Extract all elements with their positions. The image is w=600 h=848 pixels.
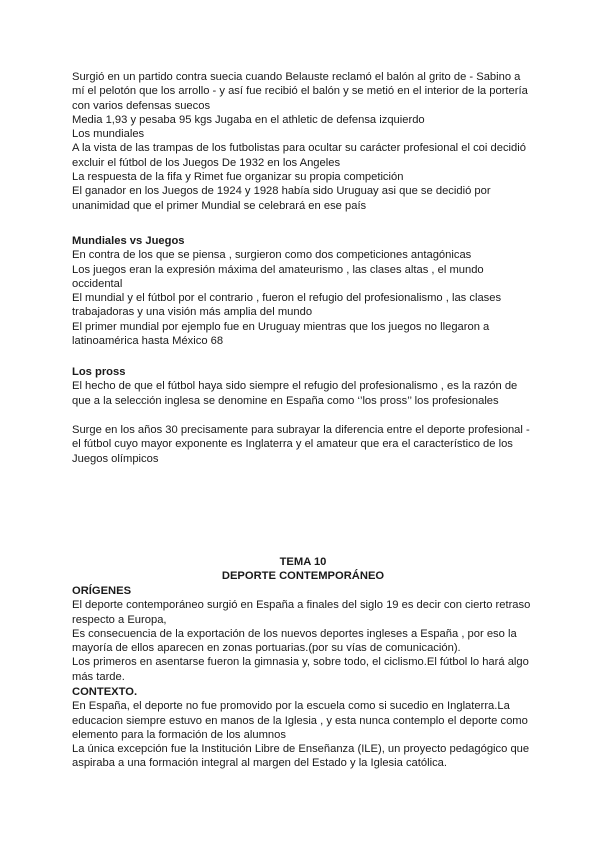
section-heading: CONTEXTO. (72, 686, 138, 698)
paragraph: Los mundiales (72, 128, 145, 141)
section-heading: Mundiales vs Juegos (72, 235, 185, 247)
section-heading: ORÍGENES (72, 585, 132, 597)
intro-block (72, 70, 534, 213)
pross-section (72, 365, 534, 408)
section-heading: Los pross (72, 366, 126, 378)
paragraph: El deporte contemporáneo surgió en España a finales del siglo 19 es decir con cierto retraso respecto a Europa, (72, 599, 531, 626)
tema-title: DEPORTE CONTEMPORÁNEO (221, 570, 385, 583)
paragraph: El primer mundial por ejemplo fue en Uruguay mientras que los juegos no llegaron a latinoamérica hasta México 68 (72, 320, 490, 348)
mundiales-section (72, 234, 534, 348)
paragraph: Media 1,93 y pesaba 95 kgs Jugaba en el athletic de defensa izquierdo (72, 113, 425, 126)
pross-section-continued (72, 423, 534, 466)
paragraph: Surgió en un partido contra suecia cuando Belauste reclamó el balón al grito de - Sabino a mí el pelotón que los arrollo - y así fue recibió el balón y se metió en el interior de la portería con varios defensas suecos (72, 71, 528, 112)
paragraph: A la vista de las trampas de los futbolistas para ocultar su carácter profesional el coi decidió excluir el fútbol de los Juegos De 1932 en los Angeles (72, 142, 526, 169)
paragraph: En España, el deporte no fue promovido por la escuela como si sucedio en Inglaterra.La educacion siempre estuvo en manos de la Iglesia , y esta nunca contemplo el deporte como elemento para la formación de los alumnos (72, 700, 528, 741)
paragraph: Es consecuencia de la exportación de los nuevos deportes ingleses a España , por eso la mayoría de ellos aparecen en zonas portuarias.(por su vías de comunicación). (72, 627, 517, 655)
paragraph: Los juegos eran la expresión máxima del amateurismo , las clases altas , el mundo occidental (72, 263, 484, 290)
paragraph: El ganador en los Juegos de 1924 y 1928 había sido Uruguay asi que se decidió por unanimidad que el primer Mundial se celebrará en ese país (72, 185, 491, 212)
paragraph: La única excepción fue la Institución Libre de Enseñanza (ILE), un proyecto pedagógico que aspiraba a una formación integral al margen del Estado y la Iglesia católica. (72, 743, 530, 770)
paragraph: El hecho de que el fútbol haya sido siempre el refugio del profesionalismo , es la razón de que a la selección inglesa se denomine en España como ‘’los pross’’ los profesionales (72, 380, 518, 407)
tema-header (72, 555, 534, 584)
paragraph: Los primeros en asentarse fueron la gimnasia y, sobre todo, el ciclismo.El fútbol lo hará algo más tarde. (72, 656, 529, 683)
contexto-section (72, 685, 534, 771)
paragraph: En contra de los que se piensa , surgieron como dos competiciones antagónicas (72, 249, 472, 262)
paragraph: Surge en los años 30 precisamente para subrayar la diferencia entre el deporte profesional - el fútbol cuyo mayor exponente es Inglaterra y el amateur que era el característico de los Juegos olímpicos (72, 424, 530, 465)
paragraph: La respuesta de la fifa y Rimet fue organizar su propia competición (72, 171, 404, 184)
tema-number: TEMA 10 (279, 556, 327, 568)
origenes-section (72, 584, 534, 684)
paragraph: El mundial y el fútbol por el contrario , fueron el refugio del profesionalismo , las clases trabajadoras y una visión más amplia del mundo (72, 292, 502, 319)
